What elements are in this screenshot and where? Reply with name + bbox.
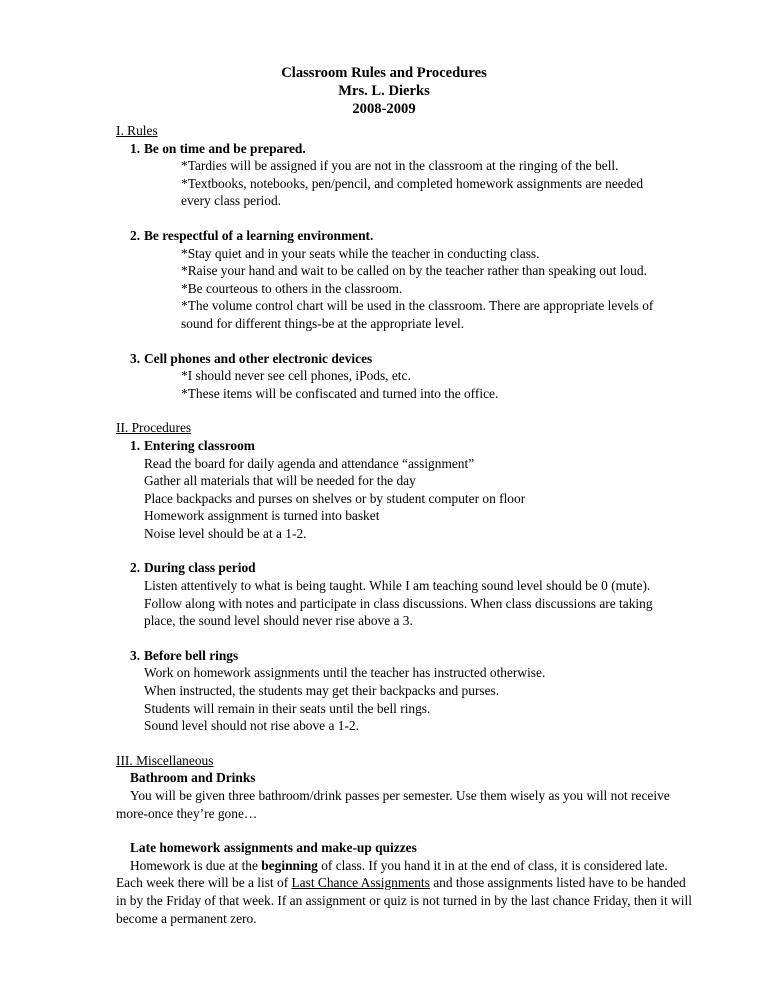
rule-line: sound for different things-be at the appropriate level. — [181, 315, 465, 331]
procedure-item — [116, 437, 696, 543]
late-homework-text — [116, 857, 696, 927]
beginning-emphasis: beginning — [261, 857, 318, 873]
procedure-line: Sound level should not rise above a 1-2. — [144, 718, 359, 734]
page-title: Classroom Rules and Procedures — [281, 65, 487, 81]
rule-line: *The volume control chart will be used in the classroom. There are appropriate levels of — [181, 298, 654, 314]
procedure-line: place, the sound level should never rise above a 3. — [144, 613, 413, 629]
last-chance-assignments: Last Chance Assignments — [291, 875, 430, 891]
rule-line: *Textbooks, notebooks, pen/pencil, and completed homework assignments are needed — [181, 175, 644, 191]
procedure-line: Homework assignment is turned into basket — [144, 508, 380, 524]
school-year: 2008-2009 — [352, 101, 416, 117]
rule-line: *Tardies will be assigned if you are not in the classroom at the ringing of the bell. — [181, 158, 619, 174]
rule-item — [116, 227, 696, 333]
rule-title: Be respectful of a learning environment. — [144, 227, 374, 243]
procedure-line: Gather all materials that will be needed for the day — [144, 473, 416, 489]
rule-line: every class period. — [181, 193, 282, 209]
bathroom-text: You will be given three bathroom/drink passes per semester. Use them wisely as you will not receive more-once they’re gone… — [116, 788, 670, 821]
rule-line: *I should never see cell phones, iPods, etc. — [181, 368, 411, 384]
procedure-title: Before bell rings — [144, 647, 239, 663]
late-text-part: Homework is due at the — [130, 857, 262, 873]
procedure-line: Students will remain in their seats until the bell rings. — [144, 700, 431, 716]
procedures-heading: II. Procedures — [116, 420, 192, 436]
rule-title: Be on time and be prepared. — [144, 140, 306, 156]
document-header — [0, 64, 768, 118]
rule-number: 3. — [130, 350, 141, 366]
teacher-name: Mrs. L. Dierks — [338, 83, 430, 99]
document-body — [116, 122, 696, 927]
rule-title: Cell phones and other electronic devices — [144, 350, 373, 366]
rule-item — [116, 140, 696, 210]
rule-line: *These items will be confiscated and turned into the office. — [181, 385, 499, 401]
misc-heading: III. Miscellaneous — [116, 752, 214, 768]
procedure-line: Listen attentively to what is being taught. While I am teaching sound level should be 0 (mute). — [144, 578, 651, 594]
rule-line: *Be courteous to others in the classroom. — [181, 280, 403, 296]
rule-line: *Raise your hand and wait to be called on by the teacher rather than speaking out loud. — [181, 263, 647, 279]
procedure-number: 1. — [130, 437, 141, 453]
rule-item — [116, 350, 696, 403]
procedure-line: Noise level should be at a 1-2. — [144, 525, 307, 541]
procedure-line: Place backpacks and purses on shelves or by student computer on floor — [144, 490, 526, 506]
late-text-part: and those assignments listed have to be handed in by the Friday of that week. If an assignment or quiz is not turned in by the last chance Friday, then it will become a permanent zero. — [116, 875, 692, 926]
procedure-title: Entering classroom — [144, 437, 255, 453]
procedure-line: Read the board for daily agenda and attendance “assignment” — [144, 455, 475, 471]
rule-number: 2. — [130, 227, 141, 243]
procedure-line: Follow along with notes and participate in class discussions. When class discussions are taking — [144, 595, 653, 611]
bathroom-title: Bathroom and Drinks — [130, 770, 256, 786]
rules-heading: I. Rules — [116, 123, 158, 138]
rule-number: 1. — [130, 140, 141, 156]
procedure-line: Work on homework assignments until the teacher has instructed otherwise. — [144, 665, 546, 681]
procedure-item — [116, 647, 696, 735]
late-text-part: of class. If you hand it in at the end of class, it is considered late. Each week there will be a list of — [116, 857, 668, 891]
procedure-item — [116, 559, 696, 629]
procedure-title: During class period — [144, 560, 256, 576]
procedure-number: 3. — [130, 647, 141, 663]
rule-line: *Stay quiet and in your seats while the teacher in conducting class. — [181, 245, 540, 261]
procedure-number: 2. — [130, 560, 141, 576]
procedure-line: When instructed, the students may get their backpacks and purses. — [144, 683, 500, 699]
late-homework-title: Late homework assignments and make-up quizzes — [130, 840, 417, 856]
